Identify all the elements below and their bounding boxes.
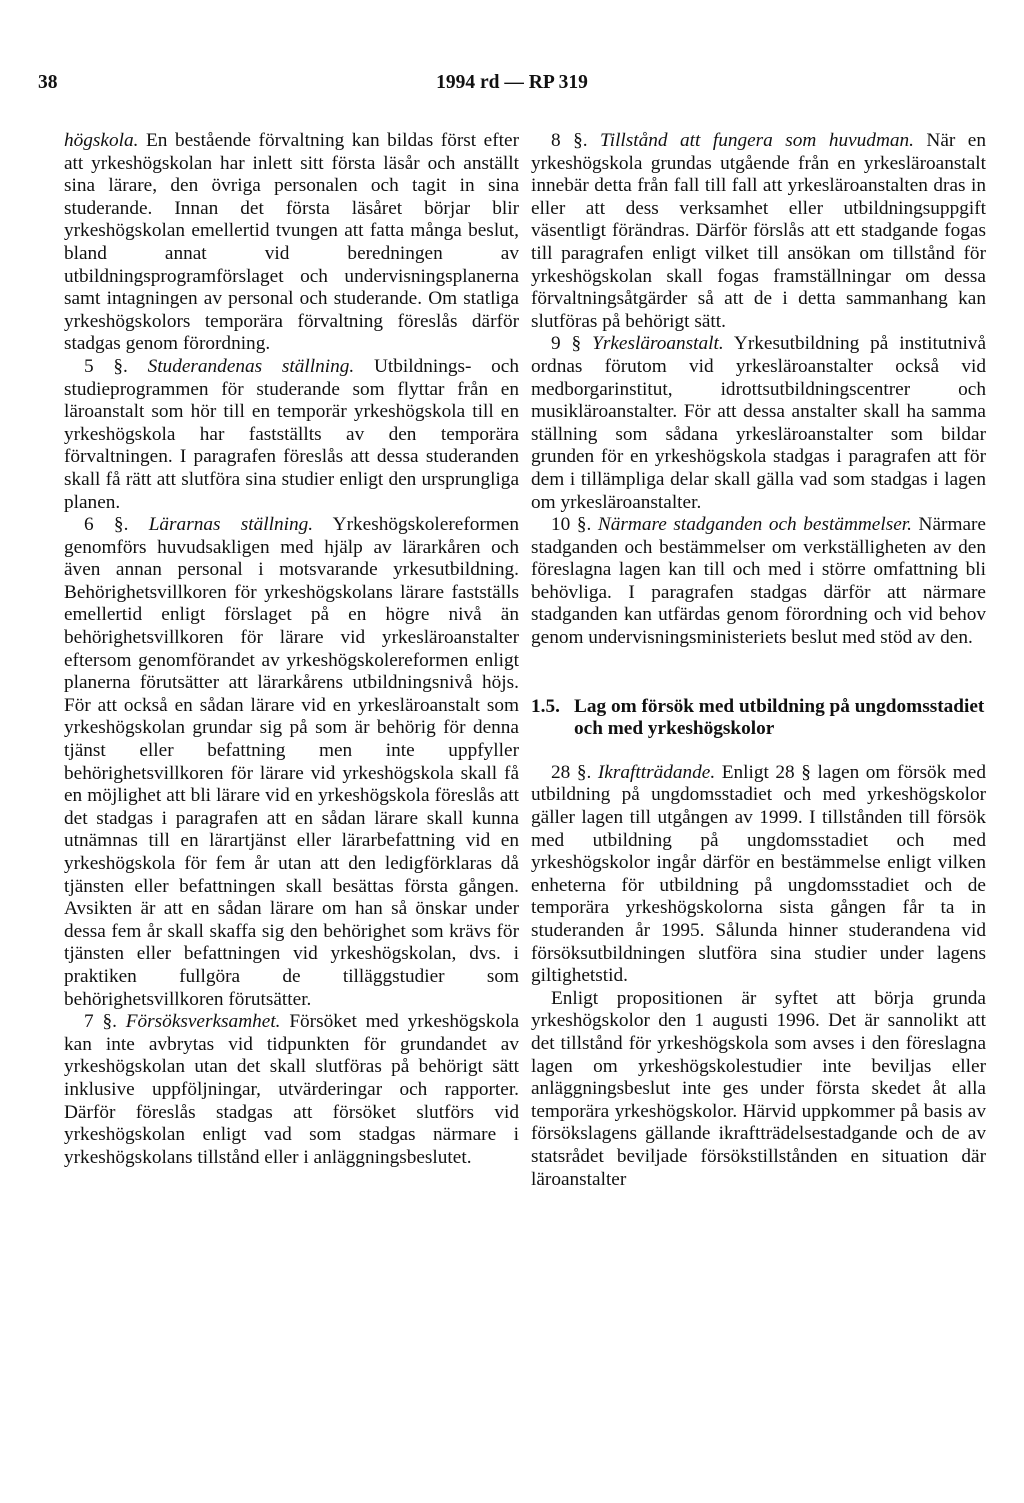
left-column (64, 130, 519, 1169)
section-number: 8 §. (551, 130, 588, 151)
paragraph-lead: Studerandenas ställning. (147, 355, 355, 377)
paragraph-lead: Ikraftträdande. (597, 761, 716, 783)
section-number: 7 §. (84, 1011, 117, 1033)
paragraph-text: Yrkeshögskolereformen genomförs huvudsakligen med hjälp av lärarkåren och även annan personal i motsvarande yrkesutbildning. Behörighetsvillkoren för yrkeshögskolans lärare fastställs emellertid enligt förslaget på en högre nivå än behörighetsvillkoren för lärare vid yrkesläroanstalter eftersom genomförandet av yrkeshögskolereformen enligt planerna förutsätter att lärarkårens utbildningsnivå höjs. För att också en sådan lärare vid en yrkesläroanstalt som yrkeshögskolan grundar sig på som är behörig för denna tjänst eller befattning men inte uppfyller behörighetsvillkoren för lärare vid yrkeshögskola skall få en möjlighet att bli lärare vid en yrkeshögskola föreslås att det stadgas i paragrafen att en sådan lärare skall kunna utnämnas till en lärartjänst eller lärarbefattning vid en yrkeshögskola för fem år utan att den ledigförklaras då tjänsten eller befattningen skall besättas första gången. Avsikten är att en sådan lärare om han så önskar under dessa fem år skall skaffa sig den behörighet som krävs för tjänsten eller befattningen vid yrkeshögskolan, dvs. i praktiken fullgöra de tilläggstudier som behörighetsvillkoren förutsätter. (64, 514, 519, 1010)
section-heading-number: 1.5. (531, 695, 560, 717)
paragraph-lead: Tillstånd att fungera som huvudman. (600, 130, 914, 151)
section-number: 9 § (551, 333, 582, 355)
section-number: 5 §. (84, 355, 128, 377)
running-title: 1994 rd — RP 319 (436, 72, 588, 93)
section-heading-title: Lag om försök med utbildning på ungdomsstadiet och med yrkeshögskolor (574, 695, 985, 740)
paragraph-text: Utbildnings- och studieprogrammen för studerande som flyttar från en läroanstalt som hör till en temporär yrkeshögskola till en yrkeshögskola har fastställts av den temporära förvaltningen. I paragrafen föreslås att dessa studeranden skall få rätt att slutföra sina studier enligt den ursprungliga planen. (64, 355, 519, 513)
paragraph-text: Enligt propositionen är syftet att börja grunda yrkeshögskolor den 1 augusti 1996. Det är sannolikt att det tillstånd för yrkeshögskola som avses i den föreslagna lagen om yrkeshögskolestudier inte beviljas eller anläggningsbeslut inte ges under första skedet åt alla temporära yrkeshögskolor. Härvid uppkommer på basis av försökslagens gällande ikraftträdelsestadgande och de av statsrådet beviljade försökstillstånden en situation där läroanstalter (531, 987, 986, 1190)
paragraph (64, 356, 519, 514)
paragraph-text: Yrkesutbildning på institutnivå ordnas förutom vid yrkesläroanstalter också vid medborgarinstitut, idrottsutbildningscentrer och musikläroanstalter. För att dessa anstalter skall ha samma ställning som sådana yrkesläroanstalter som bildar grunden för en yrkeshögskola stadgas i paragrafen att för dem i tillämpliga delar skall gälla vad som stadgas i lagen om yrkesläroanstalter. (531, 333, 987, 513)
section-number: 28 §. (551, 761, 592, 783)
paragraph-lead: Yrkesläroanstalt. (592, 333, 724, 355)
paragraph-lead: Lärarnas ställning. (148, 514, 314, 536)
section-number: 6 §. (84, 514, 129, 536)
paragraph (531, 514, 986, 650)
paragraph-lead: Närmare stadganden och bestämmelser. (597, 514, 912, 536)
paragraph-lead: Försöksverksamhet. (125, 1011, 281, 1033)
paragraph-lead: högskola. (64, 130, 139, 151)
section-number: 10 §. (551, 514, 592, 536)
page-header (38, 72, 986, 100)
paragraph (64, 1011, 519, 1169)
paragraph-text: En bestående förvaltning kan bildas först efter att yrkeshögskolan har inlett sitt första läsår och anställt sina lärare, den övriga personalen och tagit in sina studerande. Innan det första läsåret börjar blir yrkeshögskolan emellertid tvungen att fatta många beslut, bland annat vid beredningen av utbildningsprogramförslaget och undervisningsplanerna samt intagningen av personal och studerande. Om statliga yrkeshögskolors temporära förvaltning föreslås därför stadgas genom förordning. (64, 130, 519, 355)
paragraph (531, 130, 986, 333)
paragraph-text: Försöket med yrkeshögskola kan inte avbrytas vid tidpunkten för grundandet av yrkeshögskolan utan det skall slutföras på behörigt sätt inklusive uppföljningar, utvärderingar och rapporter. Därför föreslås stadgas att försöket slutförs vid yrkeshögskolan enligt vad som stadgas närmare i yrkeshögskolans tillstånd eller i anläggningsbeslutet. (64, 1011, 520, 1168)
paragraph (531, 762, 986, 988)
paragraph-text: När en yrkeshögskola grundas utgående från en yrkesläroanstalt innebär detta från fall till fall att yrkesläroanstalten dras in eller att dess verksamhet eller utbildningsuppgift väsentligt förändras. Därför förslås att ett stadgande fogas till paragrafen enligt vilket till ansökan om tillstånd för yrkeshögskolan skall fogas framställningar om dessa förvaltningsåtgärder så att de i detta sammanhang kan slutföras på behörigt sätt. (531, 130, 987, 332)
paragraph (64, 514, 519, 1011)
paragraph-text: Närmare stadganden och bestämmelser om verkställigheten av den föreslagna lagen kan till och med i större omfattning bli behövliga. I paragrafen stadgas därför att närmare stadganden kan utfärdas genom förordning och vid behov genom undervisningsministeriets beslut med stöd av den. (531, 514, 986, 649)
paragraph (531, 333, 986, 514)
paragraph-text: Enligt 28 § lagen om försök med utbildning på ungdomsstadiet och med yrkeshögskolor gäller lagen till utgången av 1999. I tillstånden till försök med utbildning på ungdomsstadiet och med yrkeshögskolor ingår därför en bestämmelse enligt vilken enheterna för utbildning på ungdomsstadiet och de temporära yrkeshögskolorna sista gången får ta in studeranden år 1995. Sålunda hinner studerandena vid försöksutbildningen slutföra sina studier under lagens giltighetstid. (531, 761, 986, 987)
paragraph (531, 988, 986, 1191)
section-heading (531, 696, 986, 741)
right-column (531, 130, 986, 1191)
paragraph (64, 130, 519, 356)
page-number: 38 (38, 72, 58, 93)
